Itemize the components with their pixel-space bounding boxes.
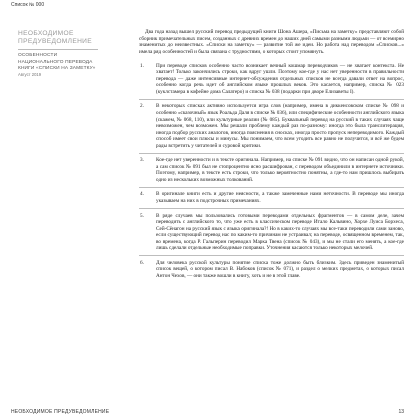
list-item (139, 59, 404, 99)
item-text: В ряде случаев мы пользовались готовыми переводами отдельных фрагментов — в самом деле, зачем переводить с английского то, что уже есть в классическом переводе Итало Кальвино, Хорхе Луиса Борхеса, Сей-Сёнагон на русский язык с языка оригинала?! Но в каких-то случаях мы все-таки переводили сами заново, если существующий перевод нас по каким-то причинам не устраивал; на переводе, освященном временем, так, во времена, когда Р. Гальперин переводил Марка Твена (список № 043), и мы не стали его менять, а кое-где лишь сделали отдельные необходимые поправки. Уточнения касаются только некоторых мелочей. (156, 212, 404, 252)
intro-paragraph: Два года назад вышел русский перевод предыдущей книги Шона Ашера, «Письма на заметку» представляют собой сборник примечательных писем, созданных с древних времен до наших дней самыми разными людьми — от всемирно знаменитых до неизвестных. «Списки на заметку» — развитие той же идеи. Но работа над переводом «Списков...» имела ряд особенностей и была связана с трудностями, о которых стоит упомянуть. (139, 29, 404, 55)
list-item (139, 255, 404, 283)
item-text: В некоторых списках активно используется игра слов (например, имена в диккенсовском списке № 098 и особенно «сказочный» язык Роальда Даля в списке № 036), или специфические особенности английского языка (скажем, № 068, 110), или культурные реалии (№ 085). Буквальный перевод на русский в таких случаях чаще невозможен, чем возможен. Мы решали проблему каждый раз по-разному: иногда это была транслитерация, иногда подбор русских аналогов, иногда пояснения в сносках, иногда просто пропуск непереводимого. Каждый способ имеет свои плюсы и минусы. Мы понимаем, что всем угодить все равно не получится, и всё же будем рады встретить у читателей и суровой критики. (156, 103, 404, 149)
item-number: 6. (140, 259, 144, 266)
running-header: Список № 000 (11, 2, 45, 8)
item-number: 1. (140, 62, 144, 69)
item-text: Кое-где нет уверенности и в тексте оригинала. Например, на списке № 091 видно, что он написан одной рукой, а сам список № 091 был не стопроцентно ясно расшифрован, с переводом объединили в интернете источники. Поэтому, например, в тексте есть строки, что только вероятностно понятны, а где-то нам пришлось выбирать одно из нескольких возможных толкований. (156, 157, 404, 183)
section-subtitle: ОСОБЕННОСТИ НАЦИОНАЛЬНОГО ПЕРЕВОДА КНИГИ «СПИСКИ НА ЗАМЕТКУ» (18, 53, 96, 71)
numbered-list (139, 59, 404, 283)
section-date: Август 2019 (18, 72, 42, 78)
page-number: 13 (398, 409, 404, 415)
item-text: В оригинале книги есть и другие неясности, а также замеченные нами неточности. В переводе мы иногда указываем на них в подстрочных примечаниях. (156, 191, 404, 204)
list-item (139, 153, 404, 187)
section-title: НЕОБХОДИМОЕ ПРЕДУВЕДОМЛЕНИЕ (18, 30, 93, 46)
section-divider (18, 49, 98, 50)
page-footer (11, 409, 404, 417)
list-item (139, 99, 404, 153)
item-number: 3. (140, 157, 144, 164)
item-text: Для человека русской культуры понятие списка тоже должно быть близким. Здесь приведен знаменитый список вещей, о котором писал В. Набоков (список № 071), и раздел о мелких предметах, о которых писал Антон Чехов, — они также вошли в книгу, хоть и не в этой главе. (156, 259, 404, 279)
item-number: 2. (140, 103, 144, 110)
sidebar (18, 30, 98, 78)
item-number: 5. (140, 212, 144, 219)
main-text (139, 29, 404, 283)
item-number: 4. (140, 191, 144, 198)
item-text: При переводе списков особенно часто возникает вечный кошмар переводчиков — не хватает контекста. Не хватает! Только закончились строки, как вдруг ушли. Поэтому кое-где у нас нет уверенности в правильности перевода — даже интенсивные интернет-обсуждения отдельных списков не всегда давали ответ на вопрос, особенно когда речь идет об английском языке прошлых веков. Это касается, например, списка № 023 (куклстамера в кофейне дома Салатеро) и списка № 038 (подарки при дворе Елизаветы I). (156, 62, 404, 95)
list-item (139, 187, 404, 208)
footer-section-title: НЕОБХОДИМОЕ ПРЕДУВЕДОМЛЕНИЕ (11, 409, 110, 415)
list-item (139, 208, 404, 255)
